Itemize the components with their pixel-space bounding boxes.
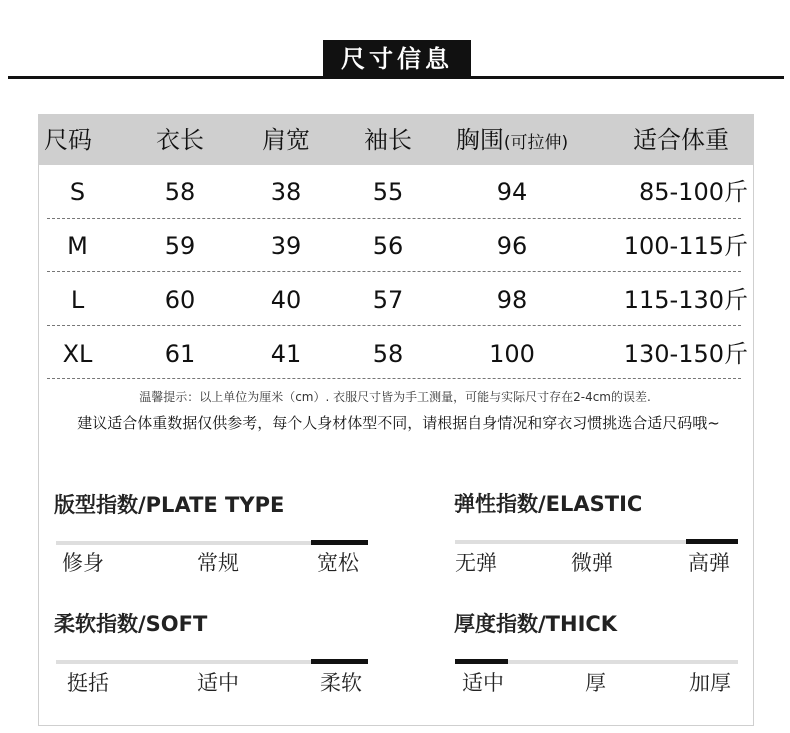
size-advice: 建议适合体重数据仅供参考，每个人身材体型不同，请根据自身情况和穿衣习惯挑选合适尺码哦~ (77, 414, 720, 432)
elastic-option: 微弹 (571, 551, 613, 575)
page-title: 尺寸信息 (323, 40, 471, 78)
thick-option: 加厚 (689, 671, 731, 695)
table-row (0, 273, 790, 327)
cell-shoulder: 38 (270, 178, 302, 206)
soft-marker (311, 659, 368, 664)
row-divider (47, 271, 741, 272)
plate-type-option: 修身 (62, 551, 104, 575)
column-header-weight: 适合体重 (633, 126, 729, 154)
cell-chest: 100 (489, 340, 535, 368)
elastic-option: 无弹 (455, 551, 497, 575)
thick-title: 厚度指数/THICK (454, 612, 618, 636)
soft-option: 挺括 (67, 671, 109, 695)
cell-sleeve: 56 (372, 232, 404, 260)
thick-option-selected: 适中 (462, 671, 504, 695)
cell-size: S (69, 178, 86, 206)
column-header-chest (432, 125, 592, 155)
cell-size: L (70, 286, 85, 314)
elastic-title: 弹性指数/ELASTIC (454, 492, 643, 516)
elastic-marker (686, 539, 738, 544)
chest-label: 胸围 (455, 126, 504, 154)
cell-sleeve: 58 (372, 340, 404, 368)
elastic-option-selected: 高弹 (688, 551, 730, 575)
plate-type-title: 版型指数/PLATE TYPE (54, 493, 285, 517)
soft-option: 适中 (197, 671, 239, 695)
plate-type-marker (311, 540, 368, 545)
thick-option: 厚 (585, 671, 606, 695)
column-header-sleeve: 袖长 (364, 126, 412, 154)
cell-chest: 98 (496, 286, 528, 314)
cell-weight: 130-150斤 (623, 340, 748, 368)
cell-chest: 94 (496, 178, 528, 206)
cell-length: 61 (164, 340, 196, 368)
column-header-size: 尺码 (44, 126, 92, 154)
cell-sleeve: 55 (372, 178, 404, 206)
cell-length: 60 (164, 286, 196, 314)
cell-sleeve: 57 (372, 286, 404, 314)
thick-marker (455, 659, 508, 664)
cell-weight: 100-115斤 (623, 232, 748, 260)
cell-shoulder: 40 (270, 286, 302, 314)
soft-option-selected: 柔软 (320, 671, 362, 695)
table-row (0, 165, 790, 219)
chest-stretch-note: (可拉伸) (503, 133, 569, 153)
cell-length: 59 (164, 232, 196, 260)
table-row (0, 327, 790, 381)
cell-weight: 115-130斤 (623, 286, 748, 314)
cell-size: M (67, 232, 88, 260)
plate-type-option-selected: 宽松 (317, 551, 359, 575)
cell-size: XL (62, 340, 93, 368)
row-divider (47, 378, 741, 379)
cell-shoulder: 39 (270, 232, 302, 260)
cell-chest: 96 (496, 232, 528, 260)
measurement-tip: 温馨提示：以上单位为厘米（cm）. 衣服尺寸皆为手工测量，可能与实际尺寸存在2-4cm的误差. (139, 390, 651, 404)
cell-length: 58 (164, 178, 196, 206)
cell-shoulder: 41 (270, 340, 302, 368)
table-row (0, 219, 790, 273)
column-header-shoulder: 肩宽 (262, 126, 310, 154)
row-divider (47, 325, 741, 326)
column-header-length: 衣长 (156, 126, 204, 154)
soft-title: 柔软指数/SOFT (54, 612, 208, 636)
cell-weight: 85-100斤 (638, 178, 748, 206)
plate-type-option: 常规 (197, 551, 239, 575)
